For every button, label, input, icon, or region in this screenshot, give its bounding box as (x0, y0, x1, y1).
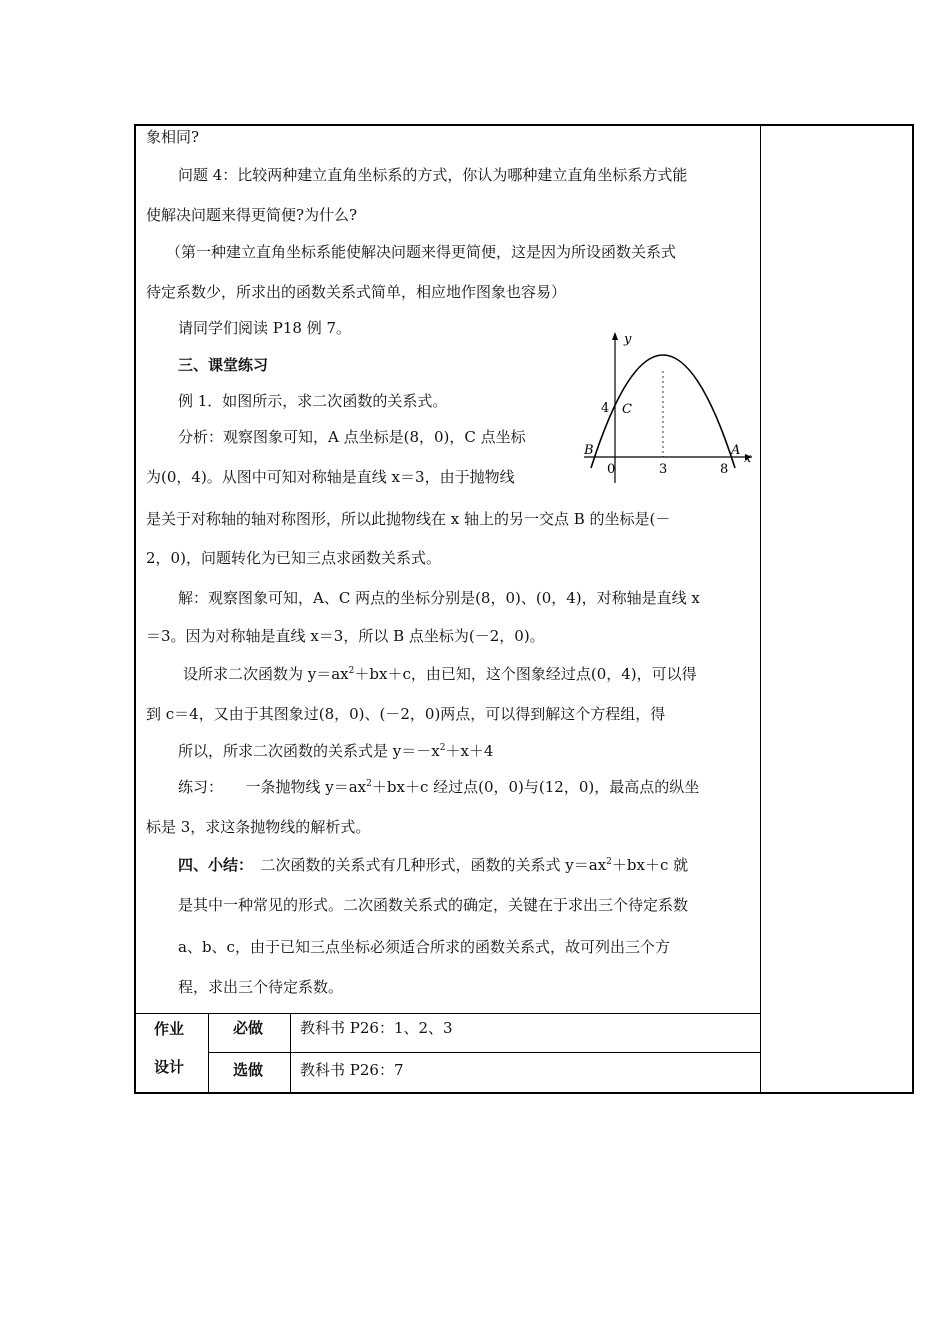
y-axis-label: y (624, 332, 632, 347)
tick-label-8: 8 (720, 462, 729, 477)
text-line: 待定系数少，所求出的函数关系式简单，相应地作图象也容易） (146, 283, 567, 301)
superscript: 2 (606, 857, 612, 867)
right-column-divider (760, 124, 761, 1094)
required-value: 教科书 P26：1、2、3 (300, 1019, 453, 1037)
x-axis-label: x (744, 451, 752, 466)
optional-value: 教科书 P26：7 (300, 1061, 404, 1079)
text-line: 请同学们阅读 P18 例 7。 (178, 319, 352, 337)
text-line (183, 664, 697, 684)
tick-label-4: 4 (601, 401, 610, 416)
text-line: 2，0)，问题转化为已知三点求函数关系式。 (146, 549, 441, 567)
text-line: （第一种建立直角坐标系能使解决问题来得更简便，这是因为所设函数关系式 (166, 243, 677, 261)
point-label-a: A (731, 443, 741, 458)
text-line: 例 1．如图所示，求二次函数的关系式。 (178, 392, 448, 410)
superscript: 2 (348, 666, 355, 676)
text-line: 解：观察图象可知，A、C 两点的坐标分别是(8，0)、(0，4)，对称轴是直线 x (178, 589, 700, 607)
superscript: 2 (439, 743, 446, 753)
text-span: 二次函数的关系式有几种形式，函数的关系式 y＝ax (245, 856, 607, 874)
text-span: 练习： 一条抛物线 y＝ax (178, 778, 367, 796)
point-label-c: C (622, 402, 632, 417)
text-line: 程，求出三个待定系数。 (178, 978, 344, 996)
point-label-b: B (584, 443, 594, 458)
required-label: 必做 (233, 1019, 264, 1037)
text-line: ＝3。因为对称轴是直线 x＝3，所以 B 点坐标为(－2，0)。 (146, 627, 545, 645)
superscript: 2 (366, 779, 372, 789)
homework-label-line1: 作业 (154, 1020, 185, 1038)
tick-label-3: 3 (659, 462, 668, 477)
y-arrow-icon (612, 332, 618, 340)
text-line: 标是 3，求这条抛物线的解析式。 (146, 818, 371, 836)
text-line: 为(0，4)。从图中可知对称轴是直线 x＝3，由于抛物线 (146, 468, 515, 486)
parabola-figure (570, 328, 770, 488)
text-span: ＋bx＋c 经过点(0，0)与(12，0)，最高点的纵坐 (371, 778, 700, 796)
section-heading-summary: 四、小结： (178, 856, 246, 874)
text-line: 是关于对称轴的轴对称图形，所以此抛物线在 x 轴上的另一交点 B 的坐标是(－ (146, 510, 671, 528)
text-span: ＋bx＋c，由已知，这个图象经过点(0，4)，可以得 (354, 665, 697, 683)
text-line (178, 855, 688, 875)
text-line: 到 c＝4，又由于其图象过(8，0)、(－2，0)两点，可以得到解这个方程组，得 (146, 705, 666, 723)
text-line: 分析：观察图象可知，A 点坐标是(8，0)，C 点坐标 (178, 428, 526, 446)
homework-label-line2: 设计 (154, 1058, 185, 1076)
text-line: a、b、c，由于已知三点坐标必须适合所求的函数关系式，故可列出三个方 (178, 938, 670, 956)
homework-row-top (134, 1013, 761, 1014)
text-span: 设所求二次函数为 y＝ax (183, 665, 349, 683)
text-span: ＋bx＋c 就 (611, 856, 689, 874)
homework-divider-1 (208, 1013, 209, 1094)
text-span: ＋x＋4 (445, 742, 494, 760)
text-line (178, 777, 699, 797)
section-heading-practice: 三、课堂练习 (178, 356, 269, 374)
text-line: 问题 4：比较两种建立直角坐标系的方式，你认为哪种建立直角坐标系方式能 (178, 166, 688, 184)
text-line: 使解决问题来得更简便?为什么? (146, 206, 358, 224)
text-line: 象相同? (146, 128, 200, 146)
text-line: 是其中一种常见的形式。二次函数关系式的确定，关键在于求出三个待定系数 (178, 896, 689, 914)
homework-divider-2 (290, 1013, 291, 1094)
text-span: 所以，所求二次函数的关系式是 y＝－x (178, 742, 440, 760)
optional-label: 选做 (233, 1061, 264, 1079)
text-line (178, 741, 493, 761)
origin-label: 0 (607, 462, 616, 477)
